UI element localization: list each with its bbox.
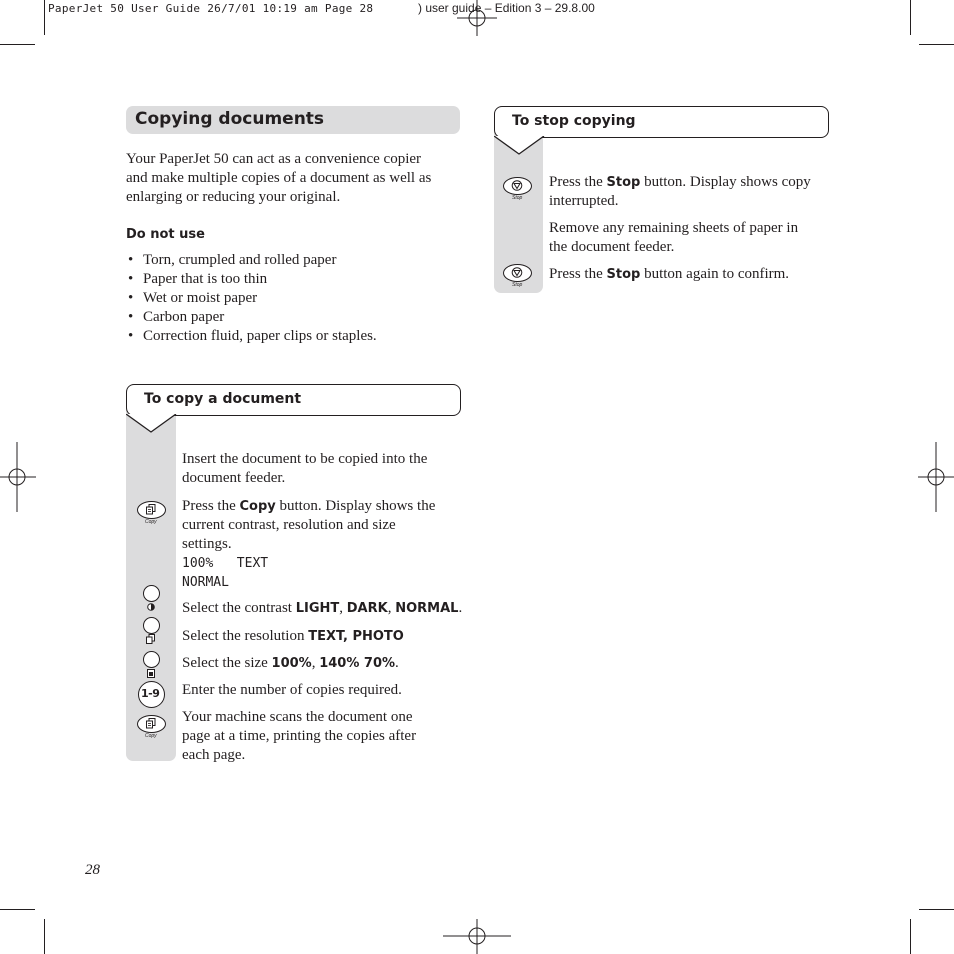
registration-mark-icon	[918, 442, 954, 512]
step-text: Press the	[549, 174, 607, 190]
copy-key-label: Copy	[145, 733, 157, 739]
stop-section-heading: To stop copying	[512, 113, 636, 129]
crop-mark	[919, 44, 954, 45]
option-resolution: TEXT, PHOTO	[308, 629, 404, 644]
contrast-glyph-icon	[147, 603, 155, 611]
stop-key-label: Stop	[512, 282, 523, 288]
copy-step-7	[182, 708, 416, 765]
copy-step-2	[182, 497, 435, 592]
stop-button-name: Stop	[606, 175, 641, 190]
copy-button-name: Copy	[239, 499, 276, 514]
step-line: interrupted.	[549, 193, 619, 209]
step-text: .	[395, 655, 399, 671]
separator: ,	[311, 655, 320, 671]
crop-mark	[910, 919, 911, 954]
step-line: page at a time, printing the copies after	[182, 728, 417, 744]
option-size-140-70: 140% 70%	[319, 656, 396, 671]
intro-line: Your PaperJet 50 can act as a convenience copier	[126, 151, 422, 167]
resolution-glyph-icon	[146, 634, 155, 644]
option-normal: NORMAL	[395, 601, 459, 616]
step-line: document feeder.	[182, 470, 286, 486]
intro-paragraph	[126, 150, 466, 207]
list-item: • Torn, crumpled and rolled paper	[126, 251, 466, 270]
option-size-100: 100%	[271, 656, 312, 671]
copy-step-5	[182, 654, 399, 673]
size-key-icon	[143, 651, 160, 668]
size-glyph-icon	[147, 669, 155, 678]
step-line: settings.	[182, 536, 232, 552]
intro-line: and make multiple copies of a document as well as	[126, 170, 432, 186]
stop-section-header	[494, 106, 829, 138]
copy-glyph-icon	[146, 718, 156, 729]
crop-mark	[0, 44, 35, 45]
stop-key-label: Stop	[512, 195, 523, 201]
step-text: .	[458, 600, 463, 616]
copy-step-1	[182, 450, 427, 488]
crop-mark	[44, 919, 45, 954]
step-text: Select the resolution	[182, 628, 309, 644]
page-title-bar	[126, 106, 460, 134]
step-line: each page.	[182, 747, 246, 763]
step-text: button. Display shows the	[275, 498, 436, 514]
pointer-notch-icon	[126, 414, 178, 434]
registration-mark-icon	[443, 917, 511, 954]
step-text: Select the size	[182, 655, 272, 671]
display-readout-line: NORMAL	[182, 575, 229, 590]
step-text: Press the	[549, 266, 607, 282]
list-item: • Correction fluid, paper clips or staples.	[126, 327, 466, 346]
step-line: the document feeder.	[549, 239, 675, 255]
printer-slug: PaperJet 50 User Guide 26/7/01 10:19 am Page 28	[48, 2, 374, 15]
step-line: Your machine scans the document one	[182, 709, 413, 725]
pointer-notch-icon	[494, 136, 546, 156]
option-dark: DARK	[346, 601, 388, 616]
copy-step-6: Enter the number of copies required.	[182, 682, 402, 698]
crop-mark	[919, 909, 954, 910]
copy-section-header	[126, 384, 461, 416]
step-line	[549, 173, 811, 192]
stop-step-2	[549, 219, 798, 257]
stop-step-1	[549, 173, 811, 211]
step-line: Insert the document to be copied into the	[182, 451, 428, 467]
crop-mark	[910, 0, 911, 35]
list-item: • Wet or moist paper	[126, 289, 466, 308]
crop-mark	[0, 909, 35, 910]
digits-key-label: 1-9	[141, 687, 160, 700]
display-readout-line: 100% TEXT	[182, 556, 269, 571]
copy-step-4	[182, 627, 404, 646]
do-not-use-heading: Do not use	[126, 227, 205, 242]
copy-key-label: Copy	[145, 519, 157, 525]
step-text: Select the contrast	[182, 600, 296, 616]
list-item: • Carbon paper	[126, 308, 466, 327]
copy-step-3	[182, 599, 462, 618]
edition-slug: ) user guide – Edition 3 – 29.8.00	[418, 1, 595, 15]
step-text: button again to confirm.	[640, 266, 790, 282]
option-light: LIGHT	[295, 601, 340, 616]
copy-glyph-icon	[146, 504, 156, 515]
crop-mark	[44, 0, 45, 35]
page-number: 28	[85, 862, 100, 878]
step-line: Remove any remaining sheets of paper in	[549, 220, 799, 236]
contrast-key-icon	[143, 585, 160, 602]
stop-step-3	[549, 265, 789, 284]
do-not-use-list	[126, 251, 466, 346]
resolution-key-icon	[143, 617, 160, 634]
step-line	[182, 497, 435, 516]
step-line: current contrast, resolution and size	[182, 517, 396, 533]
intro-line: enlarging or reducing your original.	[126, 189, 341, 205]
separator: ,	[339, 600, 347, 616]
stop-glyph-icon	[511, 180, 523, 191]
copy-section-heading: To copy a document	[144, 391, 302, 407]
step-text: Press the	[182, 498, 240, 514]
page-title: Copying documents	[135, 109, 325, 129]
stop-button-name: Stop	[606, 267, 641, 282]
step-text: button. Display shows copy	[640, 174, 811, 190]
list-item: • Paper that is too thin	[126, 270, 466, 289]
stop-glyph-icon	[511, 267, 523, 278]
registration-mark-icon	[0, 442, 36, 512]
separator: ,	[387, 600, 396, 616]
